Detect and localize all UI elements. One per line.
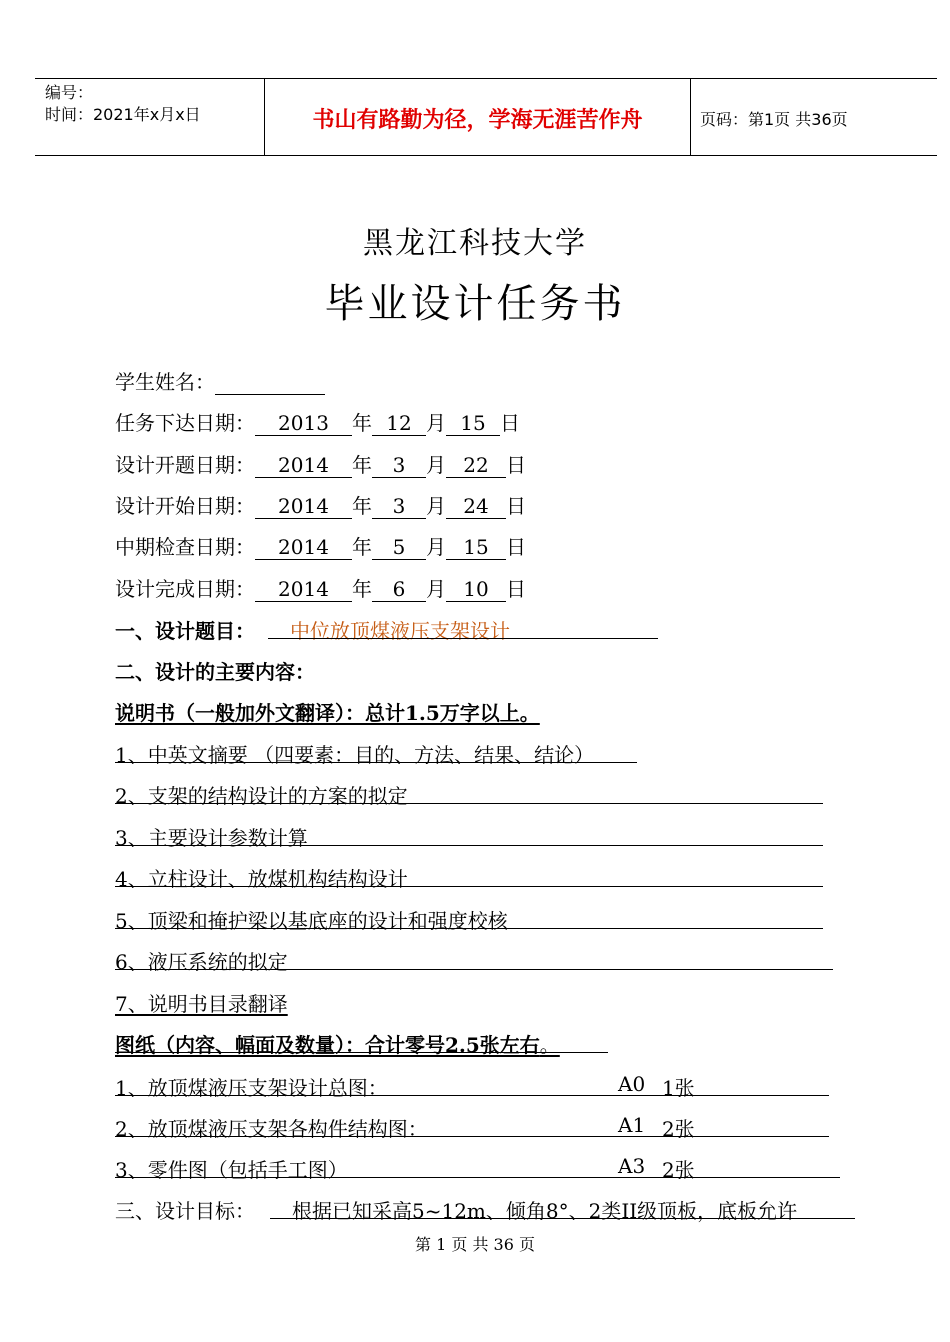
content-item-underline [115, 886, 823, 887]
header-page-label: 页码：第1页 共36页 [700, 110, 848, 129]
month-unit: 月 [426, 411, 446, 435]
month-unit: 月 [426, 577, 446, 601]
content-item-underline [115, 969, 833, 970]
drawing-name: 1、放顶煤液压支架设计总图： [115, 1076, 388, 1100]
drawing-count: 1张 [662, 1076, 695, 1100]
university-name: 黑龙江科技大学 [363, 226, 587, 261]
assign-year: 2013 [255, 411, 352, 436]
start-date-row [115, 490, 526, 519]
header-motto: 书山有路勤为径，学海无涯苦作舟 [312, 108, 643, 133]
day-unit: 日 [506, 535, 526, 559]
topic-date-label: 设计开题日期： [115, 453, 255, 477]
assign-date-label: 任务下达日期： [115, 411, 255, 435]
drawings-heading-text: 图纸（内容、幅面及数量）：合计零号2.5张左右 [115, 1033, 540, 1057]
student-name-row [115, 366, 325, 395]
student-name-blank [215, 372, 325, 395]
drawing-size: A0 [618, 1072, 646, 1096]
topic-month: 3 [372, 453, 426, 478]
content-item: 7、说明书目录翻译 [115, 992, 288, 1016]
assign-date-row [115, 407, 520, 436]
drawings-heading [115, 1029, 560, 1058]
drawing-name: 3、零件图（包括手工图） [115, 1158, 348, 1182]
start-year: 2014 [255, 494, 352, 519]
midterm-year: 2014 [255, 535, 352, 560]
content-item: 2、支架的结构设计的方案的拟定 [115, 784, 408, 808]
month-unit: 月 [426, 535, 446, 559]
finish-day: 10 [446, 577, 506, 602]
drawing-count: 2张 [662, 1158, 695, 1182]
header-meta [45, 82, 201, 126]
midterm-month: 5 [372, 535, 426, 560]
drawing-underline [115, 1177, 840, 1178]
drawings-heading-underline [115, 1052, 608, 1053]
finish-date-row [115, 573, 526, 602]
design-topic-underline [268, 638, 658, 639]
section3-label: 三、设计目标： [115, 1199, 255, 1223]
year-unit: 年 [352, 453, 372, 477]
content-item-underline [115, 845, 823, 846]
start-date-label: 设计开始日期： [115, 494, 255, 518]
spec-heading: 说明书（一般加外文翻译）：总计1.5万字以上。 [115, 701, 540, 725]
finish-date-label: 设计完成日期： [115, 577, 255, 601]
drawing-size: A3 [618, 1154, 646, 1178]
drawing-size: A1 [618, 1113, 646, 1137]
year-unit: 年 [352, 494, 372, 518]
day-unit: 日 [506, 453, 526, 477]
year-unit: 年 [352, 411, 372, 435]
page-header [35, 78, 937, 156]
content-item: 4、立柱设计、放煤机构结构设计 [115, 867, 408, 891]
content-item-underline [115, 803, 823, 804]
year-unit: 年 [352, 577, 372, 601]
midterm-date-label: 中期检查日期： [115, 535, 255, 559]
year-unit: 年 [352, 535, 372, 559]
content-item: 1、中英文摘要 （四要素：目的、方法、结果、结论） [115, 743, 595, 767]
finish-month: 6 [372, 577, 426, 602]
serial-label: 编号： [45, 83, 94, 102]
content-item-underline [115, 762, 637, 763]
drawing-underline [115, 1095, 829, 1096]
day-unit: 日 [500, 411, 520, 435]
assign-day: 15 [446, 411, 500, 436]
assign-month: 12 [372, 411, 426, 436]
design-topic: 中位放顶煤液压支架设计 [290, 619, 510, 643]
page-footer: 第 1 页 共 36 页 [415, 1235, 535, 1254]
topic-day: 22 [446, 453, 506, 478]
content-item-underline [115, 928, 823, 929]
day-unit: 日 [506, 494, 526, 518]
section1-label: 一、设计题目： [115, 619, 255, 643]
midterm-day: 15 [446, 535, 506, 560]
drawing-name: 2、放顶煤液压支架各构件结构图： [115, 1117, 428, 1141]
content-item: 6、液压系统的拟定 [115, 950, 288, 974]
drawings-heading-tail: 。 [539, 1033, 560, 1057]
design-goal-underline [270, 1218, 855, 1219]
month-unit: 月 [426, 494, 446, 518]
midterm-date-row [115, 531, 526, 560]
time-label: 时间：2021年x月x日 [45, 105, 201, 124]
student-name-label: 学生姓名： [115, 370, 215, 394]
document-title: 毕业设计任务书 [324, 281, 626, 327]
drawing-underline [115, 1136, 829, 1137]
content-item: 5、顶梁和掩护梁以基底座的设计和强度校核 [115, 909, 508, 933]
start-day: 24 [446, 494, 506, 519]
day-unit: 日 [506, 577, 526, 601]
header-divider [690, 79, 691, 155]
topic-date-row [115, 449, 526, 478]
design-goal-text: 根据已知采高5~12m、倾角8°、2类II级顶板，底板允许 [292, 1199, 798, 1223]
drawing-count: 2张 [662, 1117, 695, 1141]
start-month: 3 [372, 494, 426, 519]
topic-year: 2014 [255, 453, 352, 478]
month-unit: 月 [426, 453, 446, 477]
content-item: 3、主要设计参数计算 [115, 826, 308, 850]
section2-label: 二、设计的主要内容： [115, 660, 315, 684]
finish-year: 2014 [255, 577, 352, 602]
